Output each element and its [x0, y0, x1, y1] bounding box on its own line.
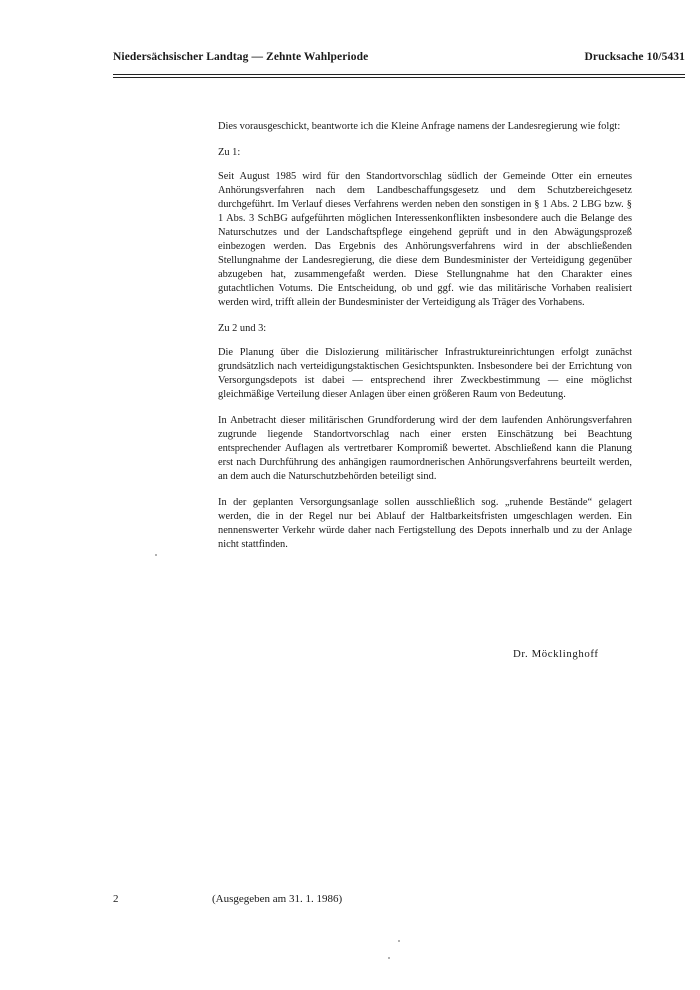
- issue-date: (Ausgegeben am 31. 1. 1986): [212, 893, 343, 905]
- answer-2-3-paragraph-3: In der geplanten Versorgungsanlage sollen ausschließlich sog. „ruhende Bestände“ gelagert werden, die in der Regel nur bei Ablauf der Haltbarkeitsfristen umgeschlagen werden. Ein nennenswerter Verkehr würde daher nach Fertigstellung des Depots innerhalb und zu der Anlage nicht stattfinden.: [218, 497, 632, 550]
- scan-speck: [388, 957, 390, 959]
- intro-paragraph: Dies vorausgeschickt, beantworte ich die Kleine Anfrage namens der Landesregierung wie folgt:: [218, 121, 621, 132]
- header-rule-top: [113, 74, 685, 75]
- scan-speck: [155, 554, 157, 556]
- scan-speck: [398, 940, 400, 942]
- section-heading-1: Zu 1:: [218, 147, 241, 158]
- header-document-number: Drucksache 10/5431: [584, 51, 685, 63]
- answer-1-paragraph: Seit August 1985 wird für den Standortvorschlag südlich der Gemeinde Otter ein erneutes Anhörungsverfahren nach dem Landbeschaffungsgesetz und dem Schutzbereichgesetz durchgeführt. Im Verlauf dieses Verfahrens werden neben den sonstigen in § 1 Abs. 2 LBG bzw. § 1 Abs. 3 SchBG aufgeführten möglichen Interessenkonflikten insbesondere auch die Belange des Naturschutzes und der Landschaftspflege eingehend geprüft und in den Abwägungsprozeß einbezogen werden. Das Ergebnis des Anhörungsverfahrens wird in der abschließenden Stellungnahme der Landesregierung, die diese dem Bundesminister der Verteidigung gegenüber abzugeben hat, zusammengefaßt werden. Diese Stellungnahme hat den Charakter eines gutachtlichen Votums. Die Entscheidung, ob und ggf. wie das militärische Vorhaben realisiert werden wird, trifft allein der Bundesminister der Verteidigung als Träger des Vorhabens.: [218, 171, 632, 308]
- section-heading-2-3: Zu 2 und 3:: [218, 323, 267, 334]
- document-body: [218, 120, 632, 564]
- signature: Dr. Möcklinghoff: [513, 648, 599, 660]
- answer-2-3-paragraph-2: In Anbetracht dieser militärischen Grundforderung wird der dem laufenden Anhörungsverfahren zugrunde liegende Standortvorschlag nach einer ersten Einschätzung bei Beachtung entsprechender Auflagen als vertretbarer Kompromiß bewertet. Abschließend kann die Planung erst nach Durchführung des anhängigen raumordnerischen Anhörungsverfahrens beurteilt werden, an dem auch die Naturschutzbehörden beteiligt sind.: [218, 415, 632, 482]
- page-number: 2: [113, 893, 119, 905]
- header-parliament-title: Niedersächsischer Landtag — Zehnte Wahlperiode: [113, 51, 369, 63]
- header-rule-bottom: [113, 77, 685, 78]
- page-header: [113, 51, 685, 71]
- answer-2-3-paragraph-1: Die Planung über die Dislozierung militärischer Infrastruktureinrichtungen erfolgt zunächst grundsätzlich nach verteidigungstaktischen Gesichtspunkten. Insbesondere bei der Errichtung von Versorgungsdepots ist dabei — entsprechend ihrer Zweckbestimmung — eine möglichst gleichmäßige Verteilung dieser Anlagen über einen größeren Raum von Bedeutung.: [218, 347, 632, 400]
